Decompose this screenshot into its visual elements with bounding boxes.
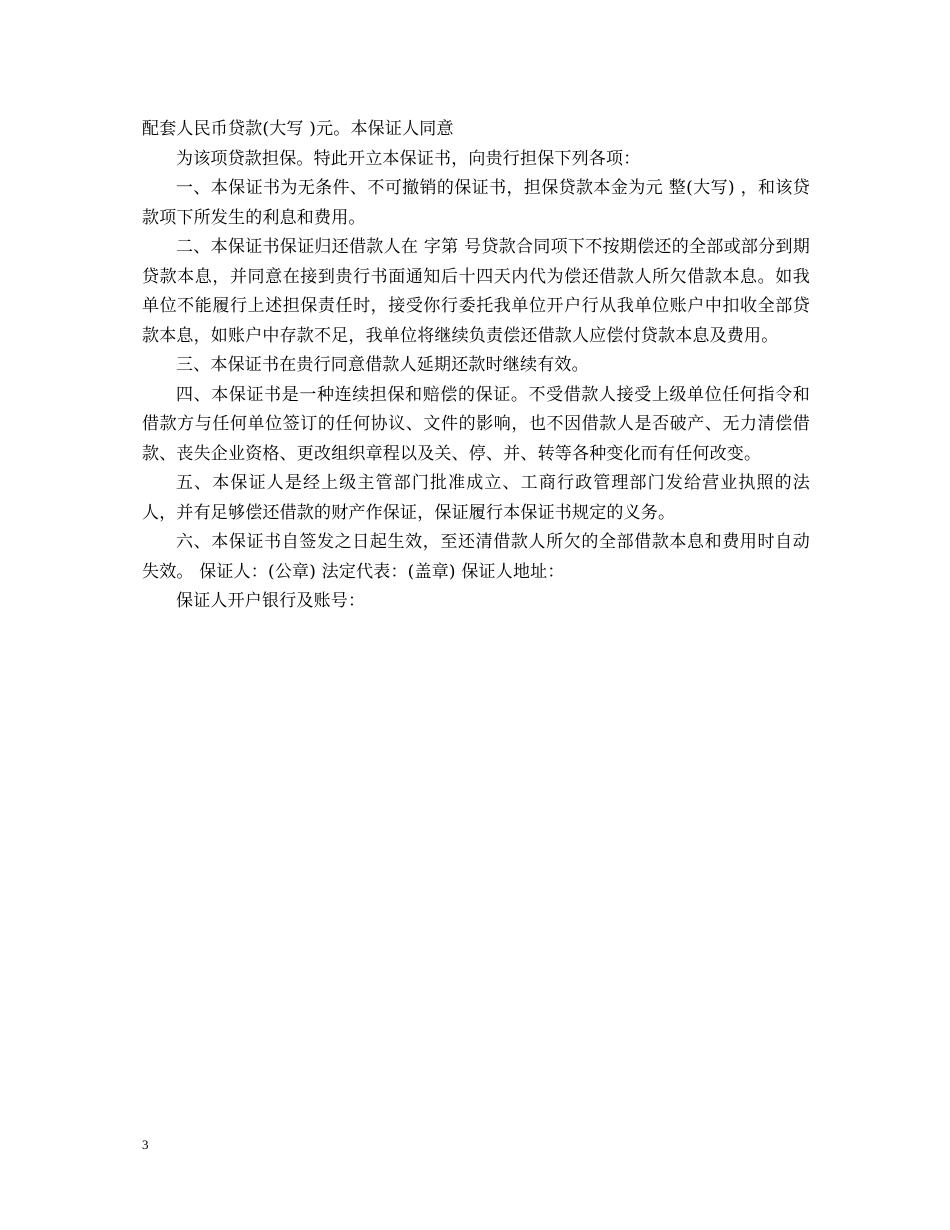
paragraph-guarantee-intro: 为该项贷款担保。特此开立本保证书，向贵行担保下列各项： <box>176 148 641 169</box>
paragraph-clause-3: 三、本保证书在贵行同意借款人延期还款时继续有效。 <box>176 355 589 375</box>
paragraph-loan-amount: 配套人民币贷款(大写 )元。本保证人同意 <box>142 119 454 139</box>
paragraph-clause-4: 四、本保证书是一种连续担保和赔偿的保证。不受借款人接受上级单位任何指令和借款方与任何单位签订的任何协议、文件的影响，也不因借款人是否破产、无力清偿借款、丧失企业资格、更改组织章程以及关、停、并、转等各种变化而有任何改变。 <box>142 384 810 464</box>
paragraph-clause-1: 一、本保证书为无条件、不可撤销的保证书，担保贷款本金为元 整(大写) ，和该贷款项下所发生的利息和费用。 <box>142 178 810 228</box>
paragraph-clause-5: 五、本保证人是经上级主管部门批准成立、工商行政管理部门发给营业执照的法人，并有足够偿还借款的财产作保证，保证履行本保证书规定的义务。 <box>142 473 810 523</box>
paragraph-bank-account: 保证人开户银行及账号： <box>176 591 366 611</box>
paragraph-clause-6: 六、本保证书自签发之日起生效，至还清借款人所欠的全部借款本息和费用时自动失效。 保证人：(公章) 法定代表：(盖章) 保证人地址： <box>142 532 810 582</box>
document-body <box>142 115 810 617</box>
page-number: 3 <box>142 1137 149 1152</box>
paragraph-clause-2: 二、本保证书保证归还借款人在 字第 号贷款合同项下不按期偿还的全部或部分到期贷款本息，并同意在接到贵行书面通知后十四天内代为偿还借款人所欠借款本息。如我单位不能履行上述担保责任时，接受你行委托我单位开户行从我单位账户中扣收全部贷款本息，如账户中存款不足，我单位将继续负责偿还借款人应偿付贷款本息及费用。 <box>142 237 810 346</box>
